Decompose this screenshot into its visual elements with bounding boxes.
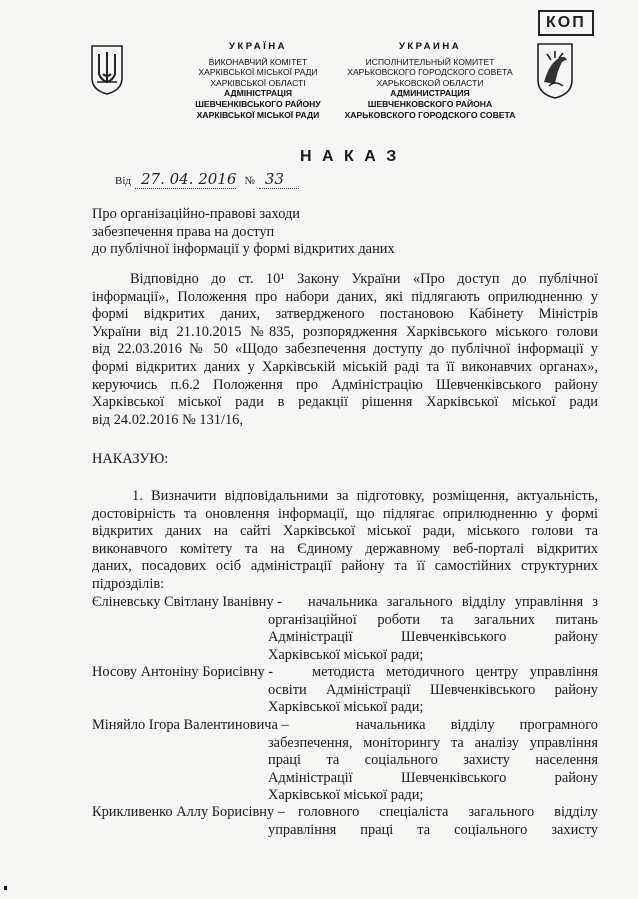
date-value: 27. 04. 2016 xyxy=(135,170,236,189)
header-line: ИСПОЛНИТЕЛЬНЫЙ КОМИТЕТ xyxy=(365,56,495,67)
role-line: організаційної роботи та загальних питань xyxy=(268,611,598,628)
scan-mark xyxy=(4,886,7,890)
subject-line: до публічної інформації у формі відкритих даних xyxy=(92,241,395,258)
admin-line: ХАРКІВСЬКОЇ МІСЬКОЇ РАДИ xyxy=(196,109,320,120)
role-line: Харківської міської ради; xyxy=(268,699,424,716)
role-line: освіти Адміністрації Шевченківського району xyxy=(268,681,598,698)
coat-of-arms-ukraine-icon xyxy=(89,44,125,96)
header-line: ХАРКІВСЬКОЇ ОБЛАСТІ xyxy=(210,77,306,88)
admin-line: АДМІНІСТРАЦІЯ xyxy=(223,88,293,99)
role-line: праці та соціального захисту населення xyxy=(268,752,598,769)
copy-stamp: КОП xyxy=(538,10,594,36)
header-ukrainian xyxy=(178,42,338,120)
role-line: начальника відділу програмного xyxy=(356,717,598,733)
preamble-paragraph xyxy=(92,271,598,429)
person-name: Носову Антоніну Борисівну - xyxy=(92,664,274,680)
point-line: виконавчого комітету та на Єдиному державному веб-порталі відкритих xyxy=(92,540,598,557)
preamble-line: формі відкритих даних у Харківській міській раді та її виконавчих органах», xyxy=(92,358,598,375)
number-label: № xyxy=(244,175,255,187)
header-line: ХАРЬКОВСКОГО ГОРОДСКОГО СОВЕТА xyxy=(347,67,513,78)
person-role xyxy=(268,594,598,664)
role-line: начальника загального відділу управління з xyxy=(308,594,598,610)
order-word: НАКАЗУЮ: xyxy=(92,451,169,467)
person-name: Крикливенко Аллу Борисівну – xyxy=(92,804,285,820)
admin-line: ХАРЬКОВСКОГО ГОРОДСКОГО СОВЕТА xyxy=(344,109,516,120)
subject-line: Про організаційно-правові заходи xyxy=(92,206,301,222)
admin-line: ШЕВЧЕНКОВСКОГО РАЙОНА xyxy=(367,98,493,109)
preamble-line: Харківської міської ради в редакції рішення Харківської міської ради xyxy=(92,394,598,411)
point-line: достовірність та оновлення інформації, що підлягає оприлюдненню у формі xyxy=(92,505,598,522)
preamble-line: України від 21.10.2015 №835, розпорядження Харківського міського голови xyxy=(92,323,598,340)
date-number-line xyxy=(115,170,299,189)
point-line: 1. Визначити відповідальними за підготовку, розміщення, актуальність, xyxy=(132,488,598,504)
person-role xyxy=(268,804,598,839)
role-line: методиста методичного центру управління xyxy=(312,664,598,680)
country-name: УКРАЇНА xyxy=(229,41,287,52)
country-name: УКРАИНА xyxy=(398,41,462,52)
preamble-line: керуючись п.6.2 Положення про Адміністрацію Шевченківського району xyxy=(92,376,598,393)
role-line: управління праці та соціального захисту xyxy=(268,821,598,838)
header-line: ВИКОНАВЧИЙ КОМІТЕТ xyxy=(208,56,308,67)
number-value: 33 xyxy=(259,170,299,189)
preamble-line: інформації», Положення про набори даних, які підлягають оприлюдненню у xyxy=(92,288,598,305)
preamble-line: формі відкритих даних, затвердженого постановою Кабінету Міністрів xyxy=(92,306,598,323)
point-line: даних, посадових осіб адміністрації району та її самостійних структурних xyxy=(92,558,598,575)
role-line: Адміністрації Шевченківського району xyxy=(268,629,598,646)
admin-line: ШЕВЧЕНКІВСЬКОГО РАЙОНУ xyxy=(195,98,321,109)
admin-line: АДМИНИСТРАЦИЯ xyxy=(390,88,470,99)
person-role xyxy=(268,717,598,805)
kharkiv-emblem-icon xyxy=(535,42,575,100)
point-1-paragraph xyxy=(92,488,598,594)
preamble-line: Відповідно до ст. 10¹ Закону України «Про доступ до публічної xyxy=(130,271,598,287)
document-title: Н А К А З xyxy=(300,148,400,165)
subject-line: забезпечення права на доступ xyxy=(92,223,275,240)
document-subject xyxy=(92,206,395,259)
person-role xyxy=(268,664,598,717)
role-line: Харківської міської ради; xyxy=(268,787,424,804)
preamble-line: від 24.02.2016 № 131/16, xyxy=(92,411,243,428)
header-line: ХАРКІВСЬКОЇ МІСЬКОЇ РАДИ xyxy=(198,67,318,78)
preamble-line: від 22.03.2016 № 50 «Щодо забезпечення доступу до публічної інформації у xyxy=(92,341,598,358)
role-line: Харківської міської ради; xyxy=(268,646,424,663)
role-line: головного спеціаліста загального відділу xyxy=(298,804,598,820)
role-line: забезпечення, моніторингу та аналізу управління xyxy=(268,734,598,751)
point-line: підрозділів: xyxy=(92,575,165,592)
header-line: ХАРЬКОВСКОЙ ОБЛАСТИ xyxy=(376,77,484,88)
point-line: відкритих даних на сайті Харківської міської ради, міського голови та xyxy=(92,523,598,540)
header-russian xyxy=(340,42,520,120)
person-name: Єліневську Світлану Іванівну - xyxy=(92,594,282,610)
person-name: Міняйло Ігора Валентиновича – xyxy=(92,717,289,733)
role-line: Адміністрації Шевченківського району xyxy=(268,769,598,786)
date-label: Від xyxy=(115,175,131,187)
